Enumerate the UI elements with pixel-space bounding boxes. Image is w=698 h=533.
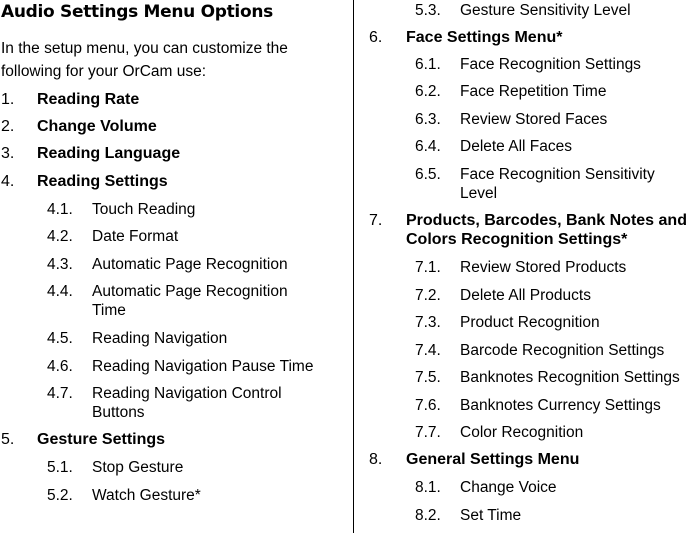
subsection-number: 6.3. bbox=[415, 111, 441, 128]
column-divider bbox=[353, 0, 354, 533]
section-number: 5. bbox=[1, 431, 15, 448]
section-title: Reading Language bbox=[37, 145, 181, 162]
section-number: 7. bbox=[369, 212, 383, 229]
subsection-label: Banknotes Recognition Settings bbox=[460, 369, 680, 386]
subsection-label: Delete All Faces bbox=[460, 138, 572, 155]
subsection-label: Product Recognition bbox=[460, 314, 600, 331]
section-number: 4. bbox=[1, 173, 15, 190]
subsection-label: Face Recognition Sensitivity Level bbox=[460, 166, 655, 202]
subsection-number: 4.7. bbox=[47, 385, 73, 402]
subsection-label: Review Stored Products bbox=[460, 259, 627, 276]
subsection-number: 4.3. bbox=[47, 256, 73, 273]
subsection-number: 8.2. bbox=[415, 507, 441, 524]
section-title: General Settings Menu bbox=[406, 451, 580, 468]
subsection-number: 7.4. bbox=[415, 342, 441, 359]
section-title: Face Settings Menu* bbox=[406, 29, 563, 46]
section-number: 2. bbox=[1, 118, 15, 135]
subsection-label: Touch Reading bbox=[92, 201, 196, 218]
subsection-number: 6.2. bbox=[415, 83, 441, 100]
subsection-number: 4.6. bbox=[47, 358, 73, 375]
section-title: Change Volume bbox=[37, 118, 157, 135]
subsection-number: 5.1. bbox=[47, 459, 73, 476]
subsection-number: 5.2. bbox=[47, 487, 73, 504]
subsection-label: Reading Navigation Pause Time bbox=[92, 358, 314, 375]
section-number: 3. bbox=[1, 145, 15, 162]
subsection-label: Date Format bbox=[92, 228, 179, 245]
subsection-number: 4.4. bbox=[47, 283, 73, 300]
subsection-label: Gesture Sensitivity Level bbox=[460, 2, 631, 19]
subsection-number: 7.5. bbox=[415, 369, 441, 386]
subsection-number: 7.2. bbox=[415, 287, 441, 304]
subsection-label: Delete All Products bbox=[460, 287, 591, 304]
subsection-label: Reading Navigation bbox=[92, 330, 228, 347]
subsection-label: Banknotes Currency Settings bbox=[460, 397, 661, 414]
subsection-label: Barcode Recognition Settings bbox=[460, 342, 665, 359]
subsection-number: 4.2. bbox=[47, 228, 73, 245]
subsection-number: 6.1. bbox=[415, 56, 441, 73]
subsection-number: 6.5. bbox=[415, 166, 441, 183]
subsection-label: Face Repetition Time bbox=[460, 83, 607, 100]
subsection-number: 4.1. bbox=[47, 201, 73, 218]
section-number: 6. bbox=[369, 29, 383, 46]
subsection-number: 5.3. bbox=[415, 2, 441, 19]
subsection-label: Color Recognition bbox=[460, 424, 584, 441]
section-number: 8. bbox=[369, 451, 383, 468]
subsection-number: 7.6. bbox=[415, 397, 441, 414]
subsection-label: Stop Gesture bbox=[92, 459, 184, 476]
subsection-number: 4.5. bbox=[47, 330, 73, 347]
subsection-label: Change Voice bbox=[460, 479, 557, 496]
intro-paragraph: In the setup menu, you can customize the following for your OrCam use: bbox=[1, 40, 288, 80]
section-title: Gesture Settings bbox=[37, 431, 166, 448]
section-title: Reading Rate bbox=[37, 91, 140, 108]
section-title: Reading Settings bbox=[37, 173, 168, 190]
subsection-label: Automatic Page Recognition bbox=[92, 256, 288, 273]
subsection-number: 7.1. bbox=[415, 259, 441, 276]
subsection-label: Review Stored Faces bbox=[460, 111, 608, 128]
section-title: Products, Barcodes, Bank Notes and Colors Recognition Settings* bbox=[406, 212, 687, 248]
subsection-label: Set Time bbox=[460, 507, 522, 524]
subsection-label: Face Recognition Settings bbox=[460, 56, 641, 73]
subsection-number: 7.7. bbox=[415, 424, 441, 441]
subsection-number: 8.1. bbox=[415, 479, 441, 496]
subsection-label: Watch Gesture* bbox=[92, 487, 201, 504]
subsection-label: Reading Navigation Control Buttons bbox=[92, 385, 282, 421]
subsection-number: 6.4. bbox=[415, 138, 441, 155]
page-title: Audio Settings Menu Options bbox=[1, 2, 273, 22]
section-number: 1. bbox=[1, 91, 15, 108]
subsection-label: Automatic Page Recognition Time bbox=[92, 283, 288, 319]
subsection-number: 7.3. bbox=[415, 314, 441, 331]
